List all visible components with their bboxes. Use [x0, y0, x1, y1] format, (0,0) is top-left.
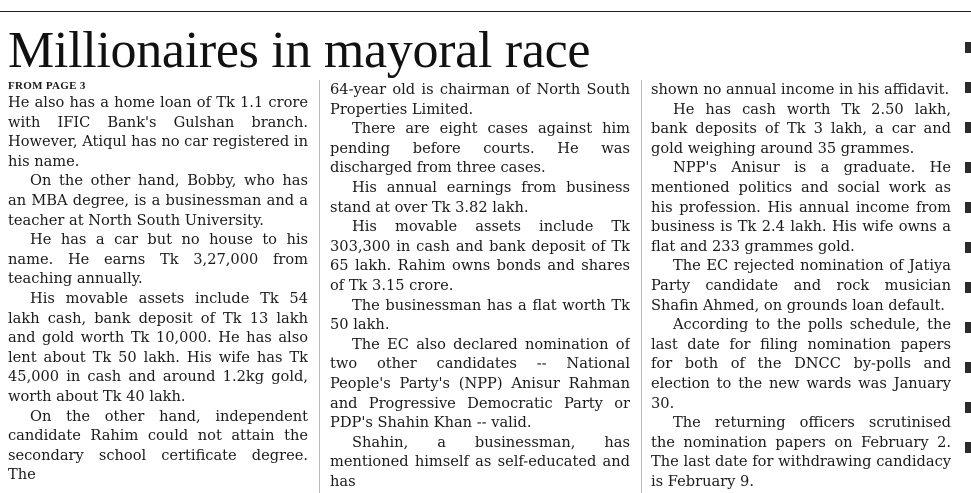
kicker: FROM PAGE 3 — [8, 80, 86, 92]
paragraph: NPP's Anisur is a graduate. He mentioned politics and social work as his profession. His annual income from business is Tk 2.4 lakh. His wife owns a flat and 233 grammes gold. — [651, 159, 951, 255]
article-column-1 — [8, 80, 308, 493]
paragraph: According to the polls schedule, the last date for filing nomination papers for both of the DNCC by-polls and election to the new wards was January 30. — [651, 316, 951, 412]
article-column-2 — [330, 80, 630, 493]
paragraph: The businessman has a flat worth Tk 50 lakh. — [330, 296, 630, 334]
adjacent-column-edge — [963, 30, 971, 493]
headline: Millionaires in mayoral race — [8, 22, 591, 79]
paragraph: He has cash worth Tk 2.50 lakh, bank deposits of Tk 3 lakh, a car and gold weighing around 35 grammes. — [651, 100, 951, 157]
paragraph: The returning officers scrutinised the nomination papers on February 2. The last date for withdrawing candidacy is February 9. — [651, 414, 951, 490]
paragraph: Shahin, a businessman, has mentioned himself as self-educated and has — [330, 433, 630, 490]
paragraph: The EC also declared nomination of two other candidates -- National People's Party's (NPP) Anisur Rahman and Progressive Democratic Party or PDP's Shahin Khan -- valid. — [330, 335, 630, 432]
paragraph: His annual earnings from business stand at over Tk 3.82 lakh. — [330, 178, 630, 216]
paragraph: His movable assets include Tk 54 lakh cash, bank deposit of Tk 13 lakh and gold worth Tk 10,000. He has also lent about Tk 50 lakh. His wife has Tk 45,000 in cash and around 1.2kg gold, worth about Tk 40 lakh. — [8, 289, 308, 405]
top-rule — [0, 11, 971, 12]
paragraph: shown no annual income in his affidavit. — [651, 81, 950, 98]
article-column-3 — [651, 80, 951, 493]
paragraph: The EC rejected nomination of Jatiya Party candidate and rock musician Shafin Ahmed, on grounds loan default. — [651, 257, 951, 314]
paragraph: He also has a home loan of Tk 1.1 crore with IFIC Bank's Gulshan branch. However, Atiqul has no car registered in his name. — [8, 94, 308, 170]
paragraph: His movable assets include Tk 303,300 in cash and bank deposit of Tk 65 lakh. Rahim owns bonds and shares of Tk 3.15 crore. — [330, 218, 630, 294]
column-divider — [319, 80, 320, 493]
paragraph: On the other hand, Bobby, who has an MBA degree, is a businessman and a teacher at North South University. — [8, 172, 308, 229]
column-divider — [641, 80, 642, 493]
paragraph: He has a car but no house to his name. He earns Tk 3,27,000 from teaching annually. — [8, 231, 308, 288]
paragraph: On the other hand, independent candidate Rahim could not attain the secondary school certificate degree. The — [8, 407, 308, 484]
paragraph: There are eight cases against him pending before courts. He was discharged from three cases. — [330, 120, 630, 177]
paragraph: 64-year old is chairman of North South Properties Limited. — [330, 81, 630, 118]
